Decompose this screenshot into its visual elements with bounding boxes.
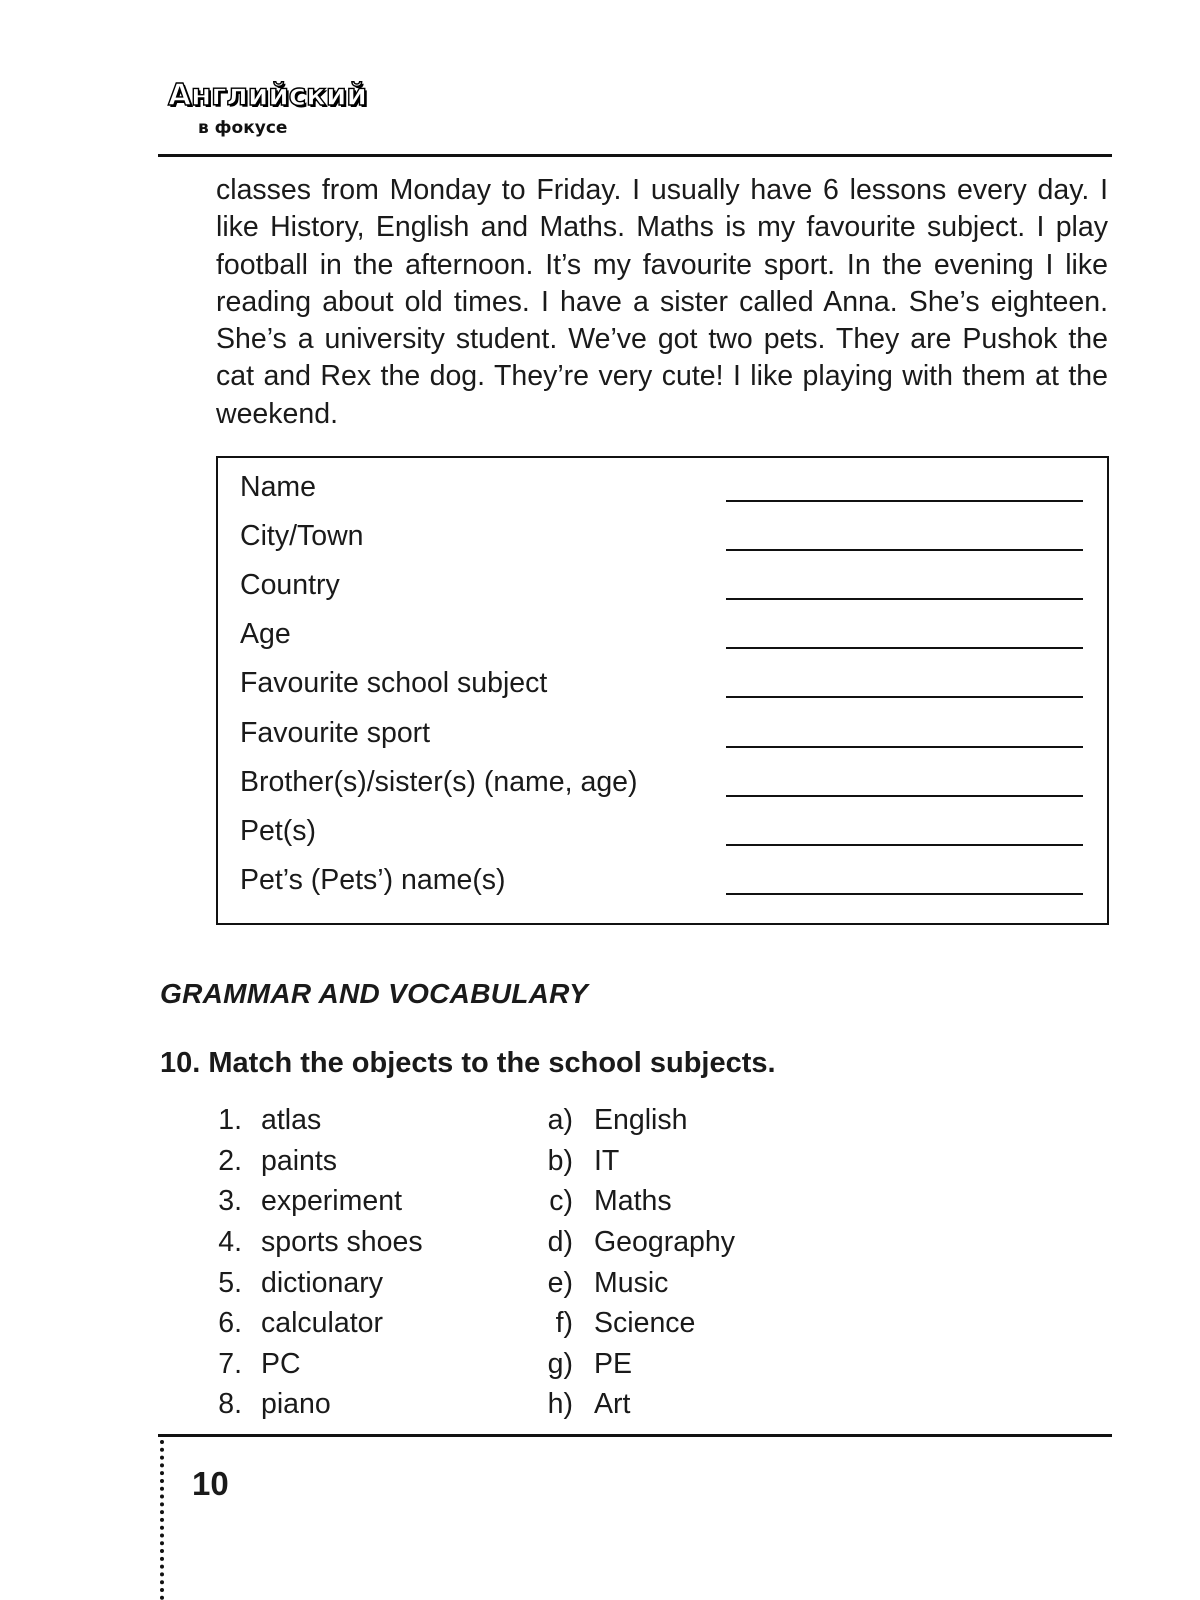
- object-number: 7.: [218, 1348, 242, 1380]
- subject-item: Art: [594, 1388, 631, 1420]
- form-label: Pet’s (Pets’) name(s): [240, 864, 506, 896]
- object-item: dictionary: [261, 1267, 383, 1299]
- form-row-country: [240, 564, 1083, 608]
- form-label: Age: [240, 618, 291, 650]
- object-number: 1.: [218, 1104, 242, 1136]
- exercise-title: 10. Match the objects to the school subjects.: [160, 1047, 776, 1079]
- answer-line[interactable]: [726, 844, 1083, 846]
- header-divider: [158, 154, 1112, 157]
- object-number: 3.: [218, 1185, 242, 1217]
- subject-item: Geography: [594, 1226, 736, 1258]
- object-number: 2.: [218, 1145, 242, 1177]
- answer-line[interactable]: [726, 549, 1083, 551]
- answer-line[interactable]: [726, 893, 1083, 895]
- footer-divider: [158, 1434, 1112, 1437]
- form-row-name: [240, 466, 1083, 510]
- object-number: 6.: [218, 1307, 242, 1339]
- form-row-favourite-subject: [240, 662, 1083, 706]
- reading-passage: classes from Monday to Friday. I usually have 6 lessons every day. I like History, English and Maths. Maths is my favourite subject. I play football in the afternoon. It’s my favourite sport. In the evening I like reading about old times. I have a sister called Anna. She’s eighteen. She’s a university student. We’ve got two pets. They are Pushok the cat and Rex the dog. They’re very cute! I like playing with them at the weekend.: [216, 174, 1108, 430]
- form-row-age: [240, 613, 1083, 657]
- answer-line[interactable]: [726, 647, 1083, 649]
- object-item: piano: [261, 1388, 331, 1420]
- subject-letter: c): [549, 1185, 573, 1217]
- section-heading: GRAMMAR AND VOCABULARY: [160, 978, 589, 1009]
- match-row: [0, 1263, 1200, 1303]
- match-row: [0, 1100, 1200, 1140]
- subject-item: Science: [594, 1307, 696, 1339]
- answer-line[interactable]: [726, 746, 1083, 748]
- subject-item: IT: [594, 1145, 620, 1177]
- match-row: [0, 1384, 1200, 1424]
- object-number: 4.: [218, 1226, 242, 1258]
- subject-letter: g): [547, 1348, 573, 1380]
- form-row-siblings: [240, 761, 1083, 805]
- form-row-city: [240, 515, 1083, 559]
- object-item: PC: [261, 1348, 301, 1380]
- page-number: 10: [192, 1465, 229, 1502]
- form-label: Name: [240, 471, 317, 503]
- match-row: [0, 1181, 1200, 1221]
- form-label: City/Town: [240, 520, 364, 552]
- subject-letter: b): [547, 1145, 573, 1177]
- logo-title: Английский: [168, 78, 367, 113]
- profile-form-box: [216, 456, 1109, 925]
- subject-item: Maths: [594, 1185, 672, 1217]
- subject-item: Music: [594, 1267, 669, 1299]
- object-item: paints: [261, 1145, 338, 1177]
- object-number: 8.: [218, 1388, 242, 1420]
- subject-item: PE: [594, 1348, 633, 1380]
- answer-line[interactable]: [726, 500, 1083, 502]
- logo-subtitle: в фокусе: [198, 118, 288, 138]
- object-number: 5.: [218, 1267, 242, 1299]
- form-label: Pet(s): [240, 815, 317, 847]
- answer-line[interactable]: [726, 696, 1083, 698]
- form-label: Country: [240, 569, 340, 601]
- answer-line[interactable]: [726, 598, 1083, 600]
- match-row: [0, 1222, 1200, 1262]
- object-item: atlas: [261, 1104, 322, 1136]
- form-row-pet-names: [240, 859, 1083, 903]
- dotted-margin-line: [160, 1440, 164, 1600]
- answer-line[interactable]: [726, 795, 1083, 797]
- subject-letter: a): [547, 1104, 573, 1136]
- form-label: Favourite sport: [240, 717, 431, 749]
- subject-letter: e): [547, 1267, 573, 1299]
- subject-letter: h): [547, 1388, 573, 1420]
- form-row-pets: [240, 810, 1083, 854]
- object-item: sports shoes: [261, 1226, 423, 1258]
- match-row: [0, 1141, 1200, 1181]
- match-row: [0, 1344, 1200, 1384]
- object-item: calculator: [261, 1307, 383, 1339]
- form-row-favourite-sport: [240, 712, 1083, 756]
- object-item: experiment: [261, 1185, 402, 1217]
- subject-letter: d): [547, 1226, 573, 1258]
- subject-item: English: [594, 1104, 688, 1136]
- match-row: [0, 1303, 1200, 1343]
- form-label: Brother(s)/sister(s) (name, age): [240, 766, 638, 798]
- book-logo: [168, 78, 408, 148]
- subject-letter: f): [555, 1307, 573, 1339]
- form-label: Favourite school subject: [240, 667, 548, 699]
